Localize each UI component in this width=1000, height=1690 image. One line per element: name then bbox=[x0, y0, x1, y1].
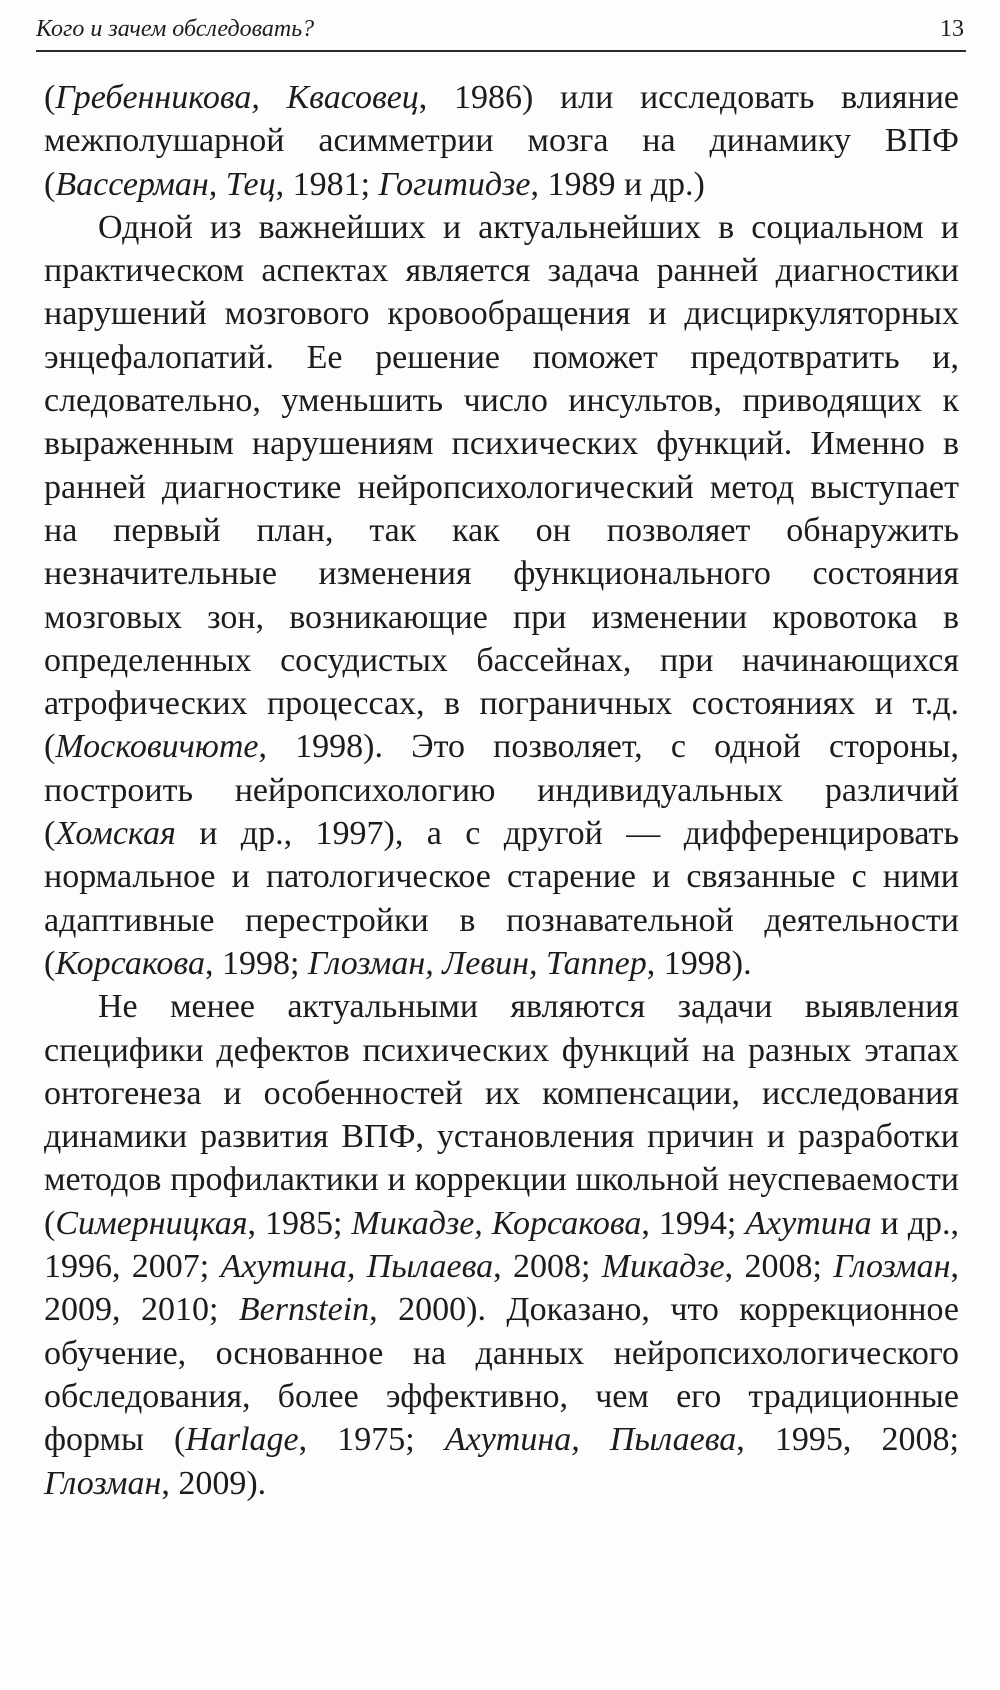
italic-citation: Московичюте bbox=[55, 728, 259, 766]
italic-citation: Harlage bbox=[185, 1421, 299, 1459]
italic-citation: Глозман bbox=[833, 1248, 951, 1286]
italic-citation: Глозман, Левин, Таппер bbox=[307, 944, 647, 982]
text-run: , 1975; bbox=[298, 1421, 445, 1459]
paragraph bbox=[44, 985, 959, 1505]
italic-citation: Гогитидзе bbox=[378, 165, 531, 203]
italic-citation: Вассерман, Тец bbox=[55, 165, 276, 203]
text-run: , 2000). Доказано, что коррекционное обучение, основанное на данных нейропсихологического обследования, более эффективно, чем его традиционные формы ( bbox=[44, 1291, 959, 1459]
text-run: , 1986) или исследовать влияние межполушарной асимметрии мозга на динамику ВПФ ( bbox=[44, 79, 959, 203]
text-run: Одной из важнейших и актуальнейших в социальном и практическом аспектах является задача ранней диагностики нарушений мозгового кровообращения и дисциркуляторных энцефалопатий. Ее решение поможет предотвратить и, следовательно, уменьшить число инсультов, приводящих к выраженным нарушениям психических функций. Именно в ранней диагностике нейропсихологический метод выступает на первый план, так как он позволяет обнаружить незначительные изменения функционального состояния мозговых зон, возникающие при изменении кровотока в определенных сосудистых бассейнах, при начинающихся атрофических процессах, в пограничных состояниях и т.д. ( bbox=[44, 208, 959, 766]
italic-citation: Ахутина bbox=[745, 1204, 872, 1242]
text-run: , 1998). Это позволяет, с одной стороны, построить нейропсихологию индивидуальных различий ( bbox=[44, 728, 959, 853]
text-run: , 1981; bbox=[275, 165, 379, 203]
italic-citation: Микадзе bbox=[601, 1248, 725, 1286]
text-run: , 2009). bbox=[161, 1464, 267, 1502]
text-run: , 2008; bbox=[493, 1248, 602, 1286]
paragraph bbox=[44, 206, 959, 985]
text-run: , 1998). bbox=[646, 944, 752, 982]
italic-citation: Bernstein bbox=[238, 1291, 370, 1329]
page-number: 13 bbox=[940, 16, 964, 42]
text-run: и др., 1997), а с другой — дифференцировать нормальное и патологическое старение и связанные с ними адаптивные перестройки в познавательной деятельности ( bbox=[44, 815, 959, 982]
text-run: , 2009, 2010; bbox=[44, 1248, 959, 1329]
text-run: , 1994; bbox=[641, 1204, 746, 1242]
italic-citation: Симерницкая bbox=[55, 1204, 248, 1242]
body-text bbox=[44, 76, 959, 1505]
paragraph bbox=[44, 76, 959, 206]
italic-citation: Гребенникова, Квасовец bbox=[55, 79, 419, 116]
text-run: , 1995, 2008; bbox=[736, 1421, 959, 1459]
text-run: Не менее актуальными являются задачи выявления специфики дефектов психических функций на разных этапах онтогенеза и особенностей их компенсации, исследования динамики развития ВПФ, установления причин и разработки методов профилактики и коррекции школьной неуспеваемости ( bbox=[44, 988, 959, 1242]
italic-citation: Ахутина, Пылаева bbox=[444, 1421, 737, 1459]
text-run: и др., 1996, 2007; bbox=[44, 1204, 959, 1286]
text-run: ( bbox=[44, 79, 56, 116]
text-run: , 1985; bbox=[247, 1204, 352, 1242]
running-header bbox=[36, 8, 966, 52]
italic-citation: Микадзе, Корсакова bbox=[351, 1204, 642, 1242]
text-run: , 2008; bbox=[724, 1248, 834, 1286]
running-title: Кого и зачем обследовать? bbox=[36, 16, 315, 42]
italic-citation: Хомская bbox=[55, 815, 176, 853]
text-run: , 1989 и др.) bbox=[530, 165, 705, 203]
italic-citation: Глозман bbox=[44, 1464, 162, 1502]
text-run: , 1998; bbox=[204, 944, 308, 982]
italic-citation: Корсакова bbox=[55, 944, 205, 982]
italic-citation: Ахутина, Пылаева bbox=[220, 1248, 494, 1286]
